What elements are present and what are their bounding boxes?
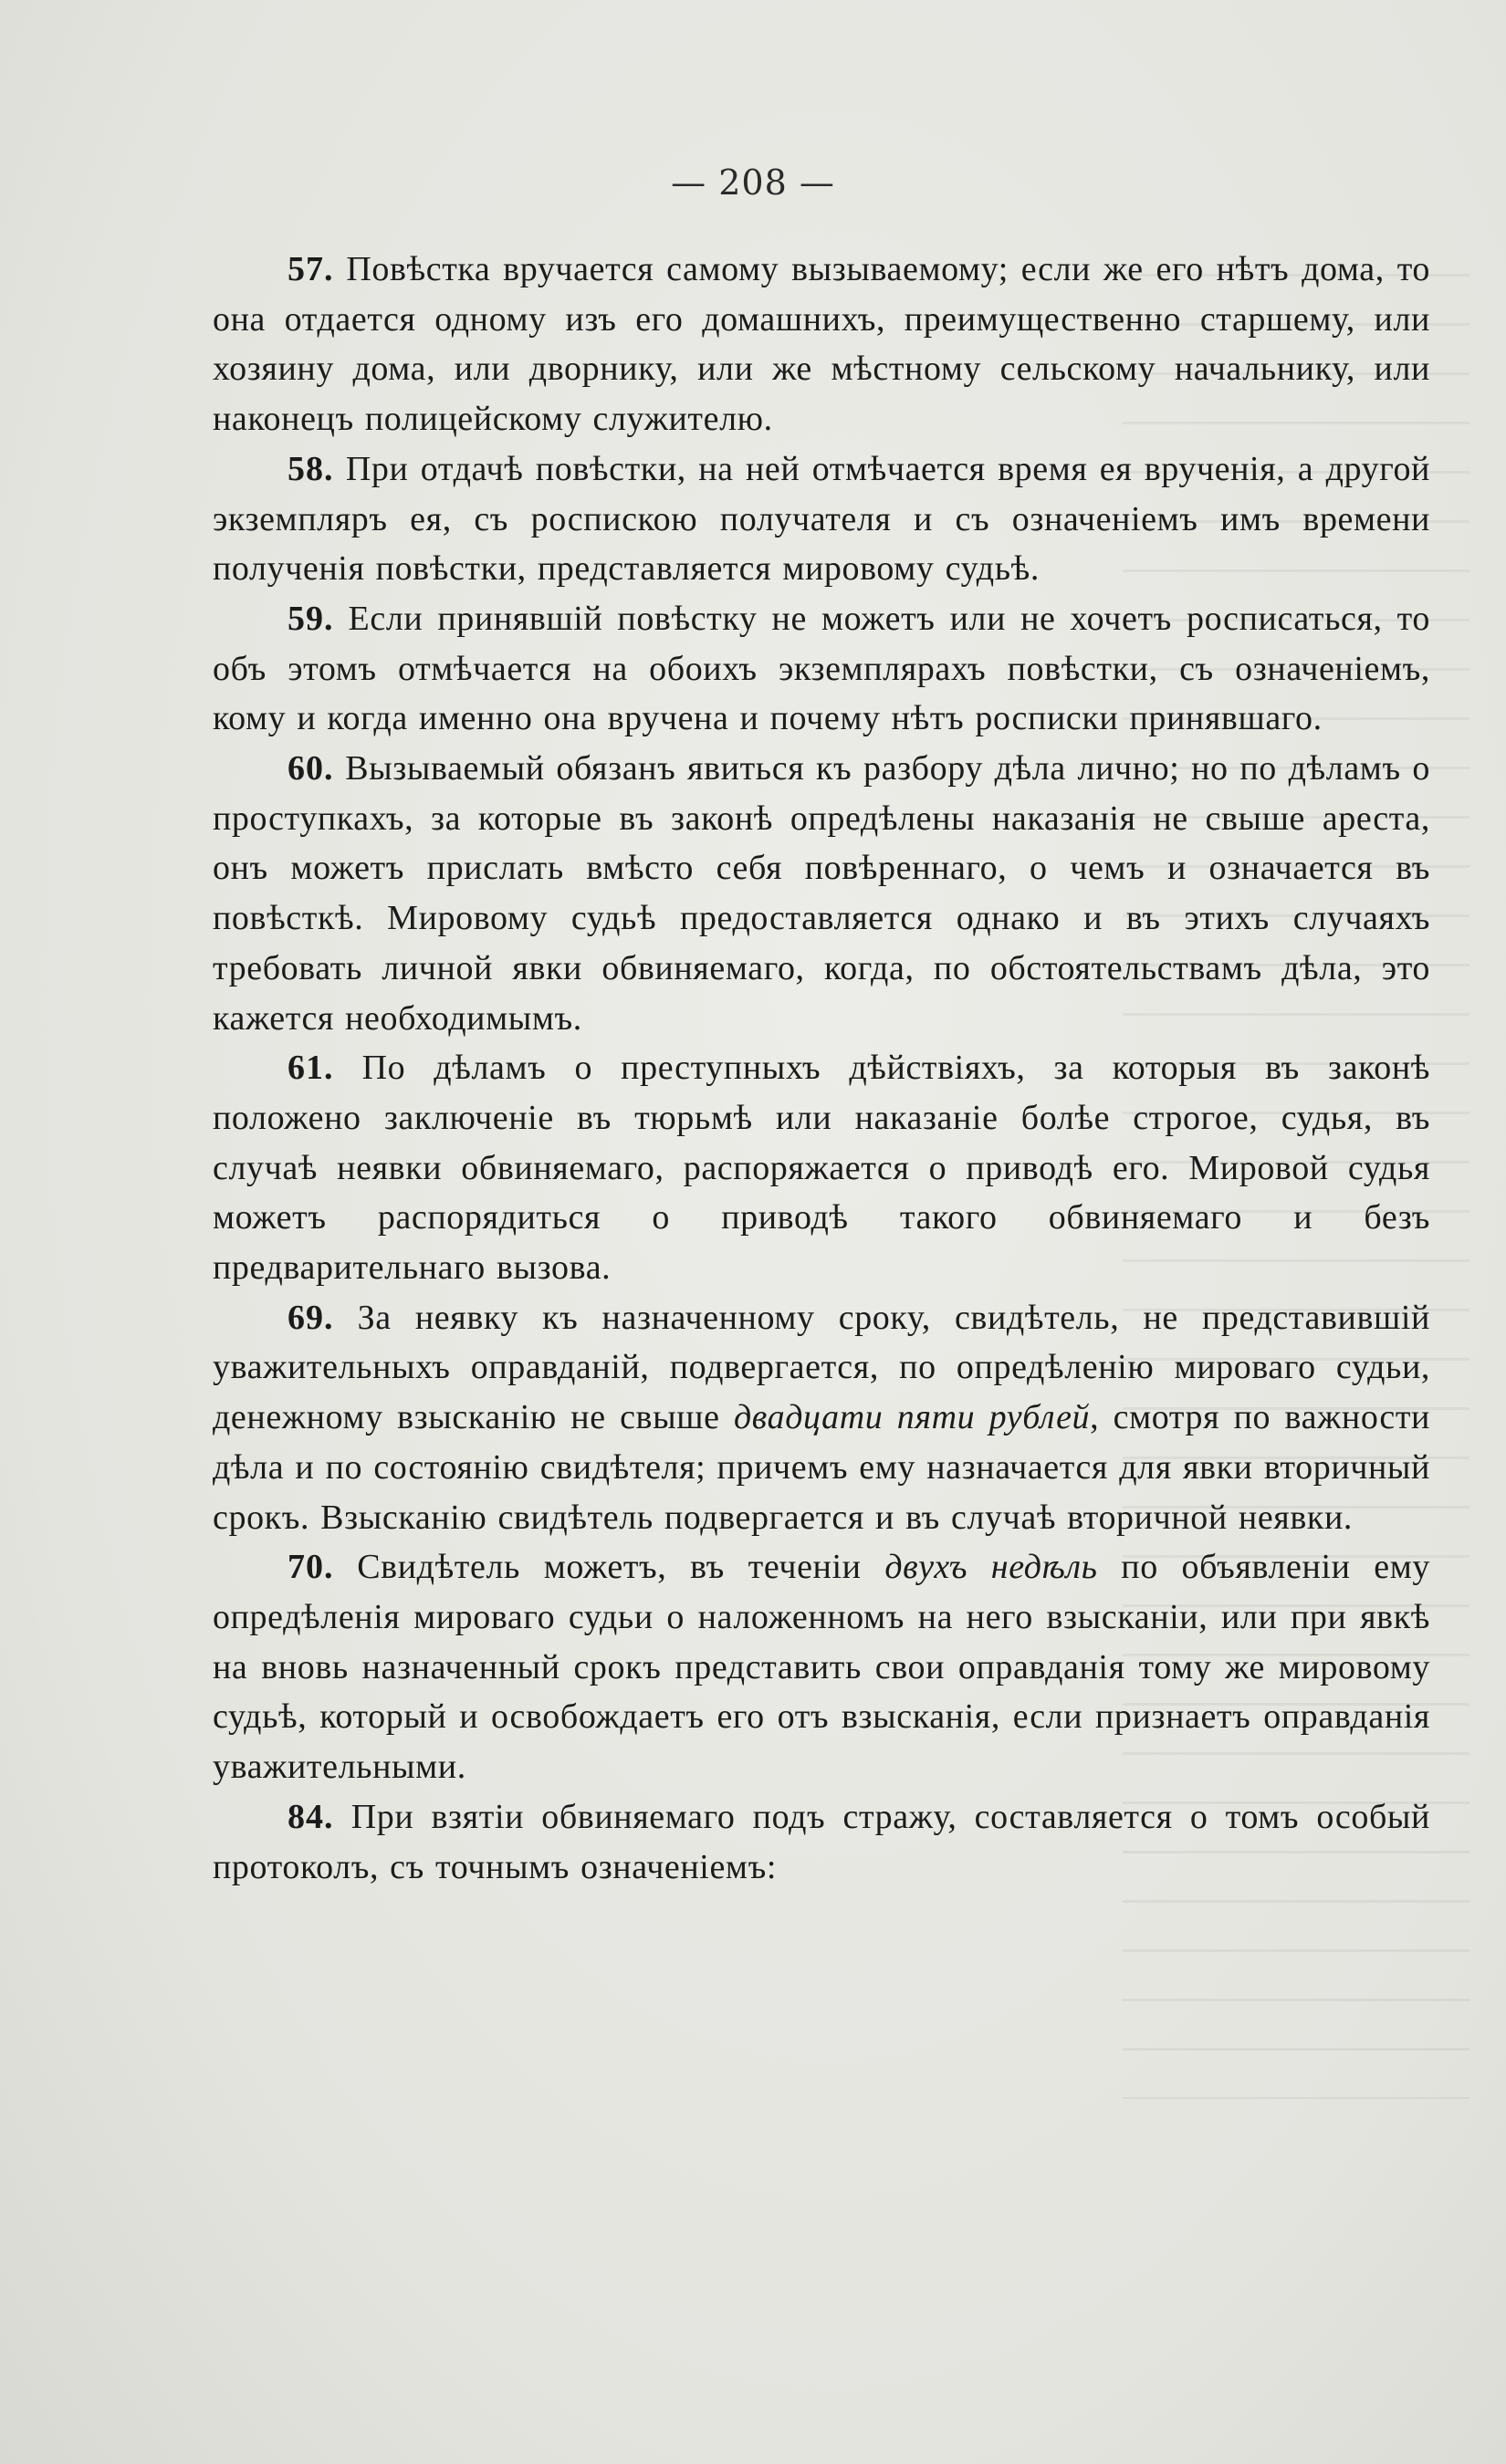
article-text: Повѣстка вручается самому вызываемому; если же его нѣтъ дома, то она отдается одному изъ его домашнихъ, преимущественно старшему, или хозяину дома, или дворнику, или же мѣстному сельскому начальнику, или наконецъ полицейскому служителю. (213, 250, 1430, 439)
article-60 (213, 744, 1430, 1043)
article-58 (213, 444, 1430, 594)
article-text: Если принявшій повѣстку не можетъ или не хочетъ росписаться, то объ этомъ отмѣчается на обоихъ экземплярахъ повѣстки, съ означеніемъ, кому и когда именно она вручена и почему нѣтъ росписки принявшаго. (213, 599, 1430, 738)
page-number: — 208 — (671, 162, 835, 203)
article-61 (213, 1043, 1430, 1293)
text-body (213, 245, 1430, 1892)
article-number: 61. (288, 1049, 334, 1088)
article-number: 69. (288, 1298, 334, 1337)
article-number: 70. (288, 1548, 334, 1587)
article-69 (213, 1293, 1430, 1543)
article-text-italic: двухъ недѣль (884, 1548, 1098, 1587)
article-text: Свидѣтель можетъ, въ теченіи (333, 1548, 885, 1587)
article-59 (213, 594, 1430, 744)
article-84 (213, 1792, 1430, 1892)
article-70 (213, 1542, 1430, 1792)
article-text-italic: двадцати пяти рублей (733, 1398, 1091, 1437)
article-text: , смотря по важности дѣла и по состоянію свидѣтеля; причемъ ему назначается для явки вторичный срокъ. Взысканію свидѣтель подвергается и въ случаѣ вторичной неявки. (213, 1398, 1430, 1537)
article-number: 84. (288, 1797, 334, 1836)
article-text: По дѣламъ о преступныхъ дѣйствіяхъ, за которыя въ законѣ положено заключеніе въ тюрьмѣ или наказаніе болѣе строгое, судья, въ случаѣ неявки обвиняемаго, распоряжается о приводѣ его. Мировой судья можетъ распорядиться о приводѣ такого обвиняемаго и безъ предварительнаго вызова. (213, 1049, 1430, 1288)
article-number: 58. (288, 449, 334, 488)
article-text: За неявку къ назначенному сроку, свидѣтель, не представившій уважительныхъ оправданій, подвергается, по опредѣленію мироваго судьи, денежному взысканію не свыше (213, 1298, 1430, 1437)
article-text: Вызываемый обязанъ явиться къ разбору дѣла лично; но по дѣламъ о проступкахъ, за которые въ законѣ опредѣлены наказанія не свыше ареста, онъ можетъ прислать вмѣсто себя повѣреннаго, о чемъ и означается въ повѣсткѣ. Мировому судьѣ предоставляется однако и въ этихъ случаяхъ требовать личной явки обвиняемаго, когда, по обстоятельствамъ дѣла, это кажется необходимымъ. (213, 749, 1430, 1038)
article-number: 60. (288, 749, 334, 788)
article-text: При отдачѣ повѣстки, на ней отмѣчается время ея врученія, а другой экземпляръ ея, съ роспискою получателя и съ означеніемъ имъ времени полученія повѣстки, представляется мировому судьѣ. (213, 449, 1430, 589)
article-number: 59. (288, 599, 334, 638)
article-text: При взятіи обвиняемаго подъ стражу, составляется о томъ особый протоколъ, съ точнымъ означеніемъ: (213, 1797, 1430, 1886)
article-number: 57. (288, 250, 334, 288)
article-57 (213, 245, 1430, 444)
article-text: по объявленіи ему опредѣленія мироваго судьи о наложенномъ на него взысканіи, или при явкѣ на вновь назначенный срокъ представить свои оправданія тому же мировому судьѣ, который и освобождаетъ его отъ взысканія, если признаетъ оправданія уважительными. (213, 1548, 1430, 1787)
